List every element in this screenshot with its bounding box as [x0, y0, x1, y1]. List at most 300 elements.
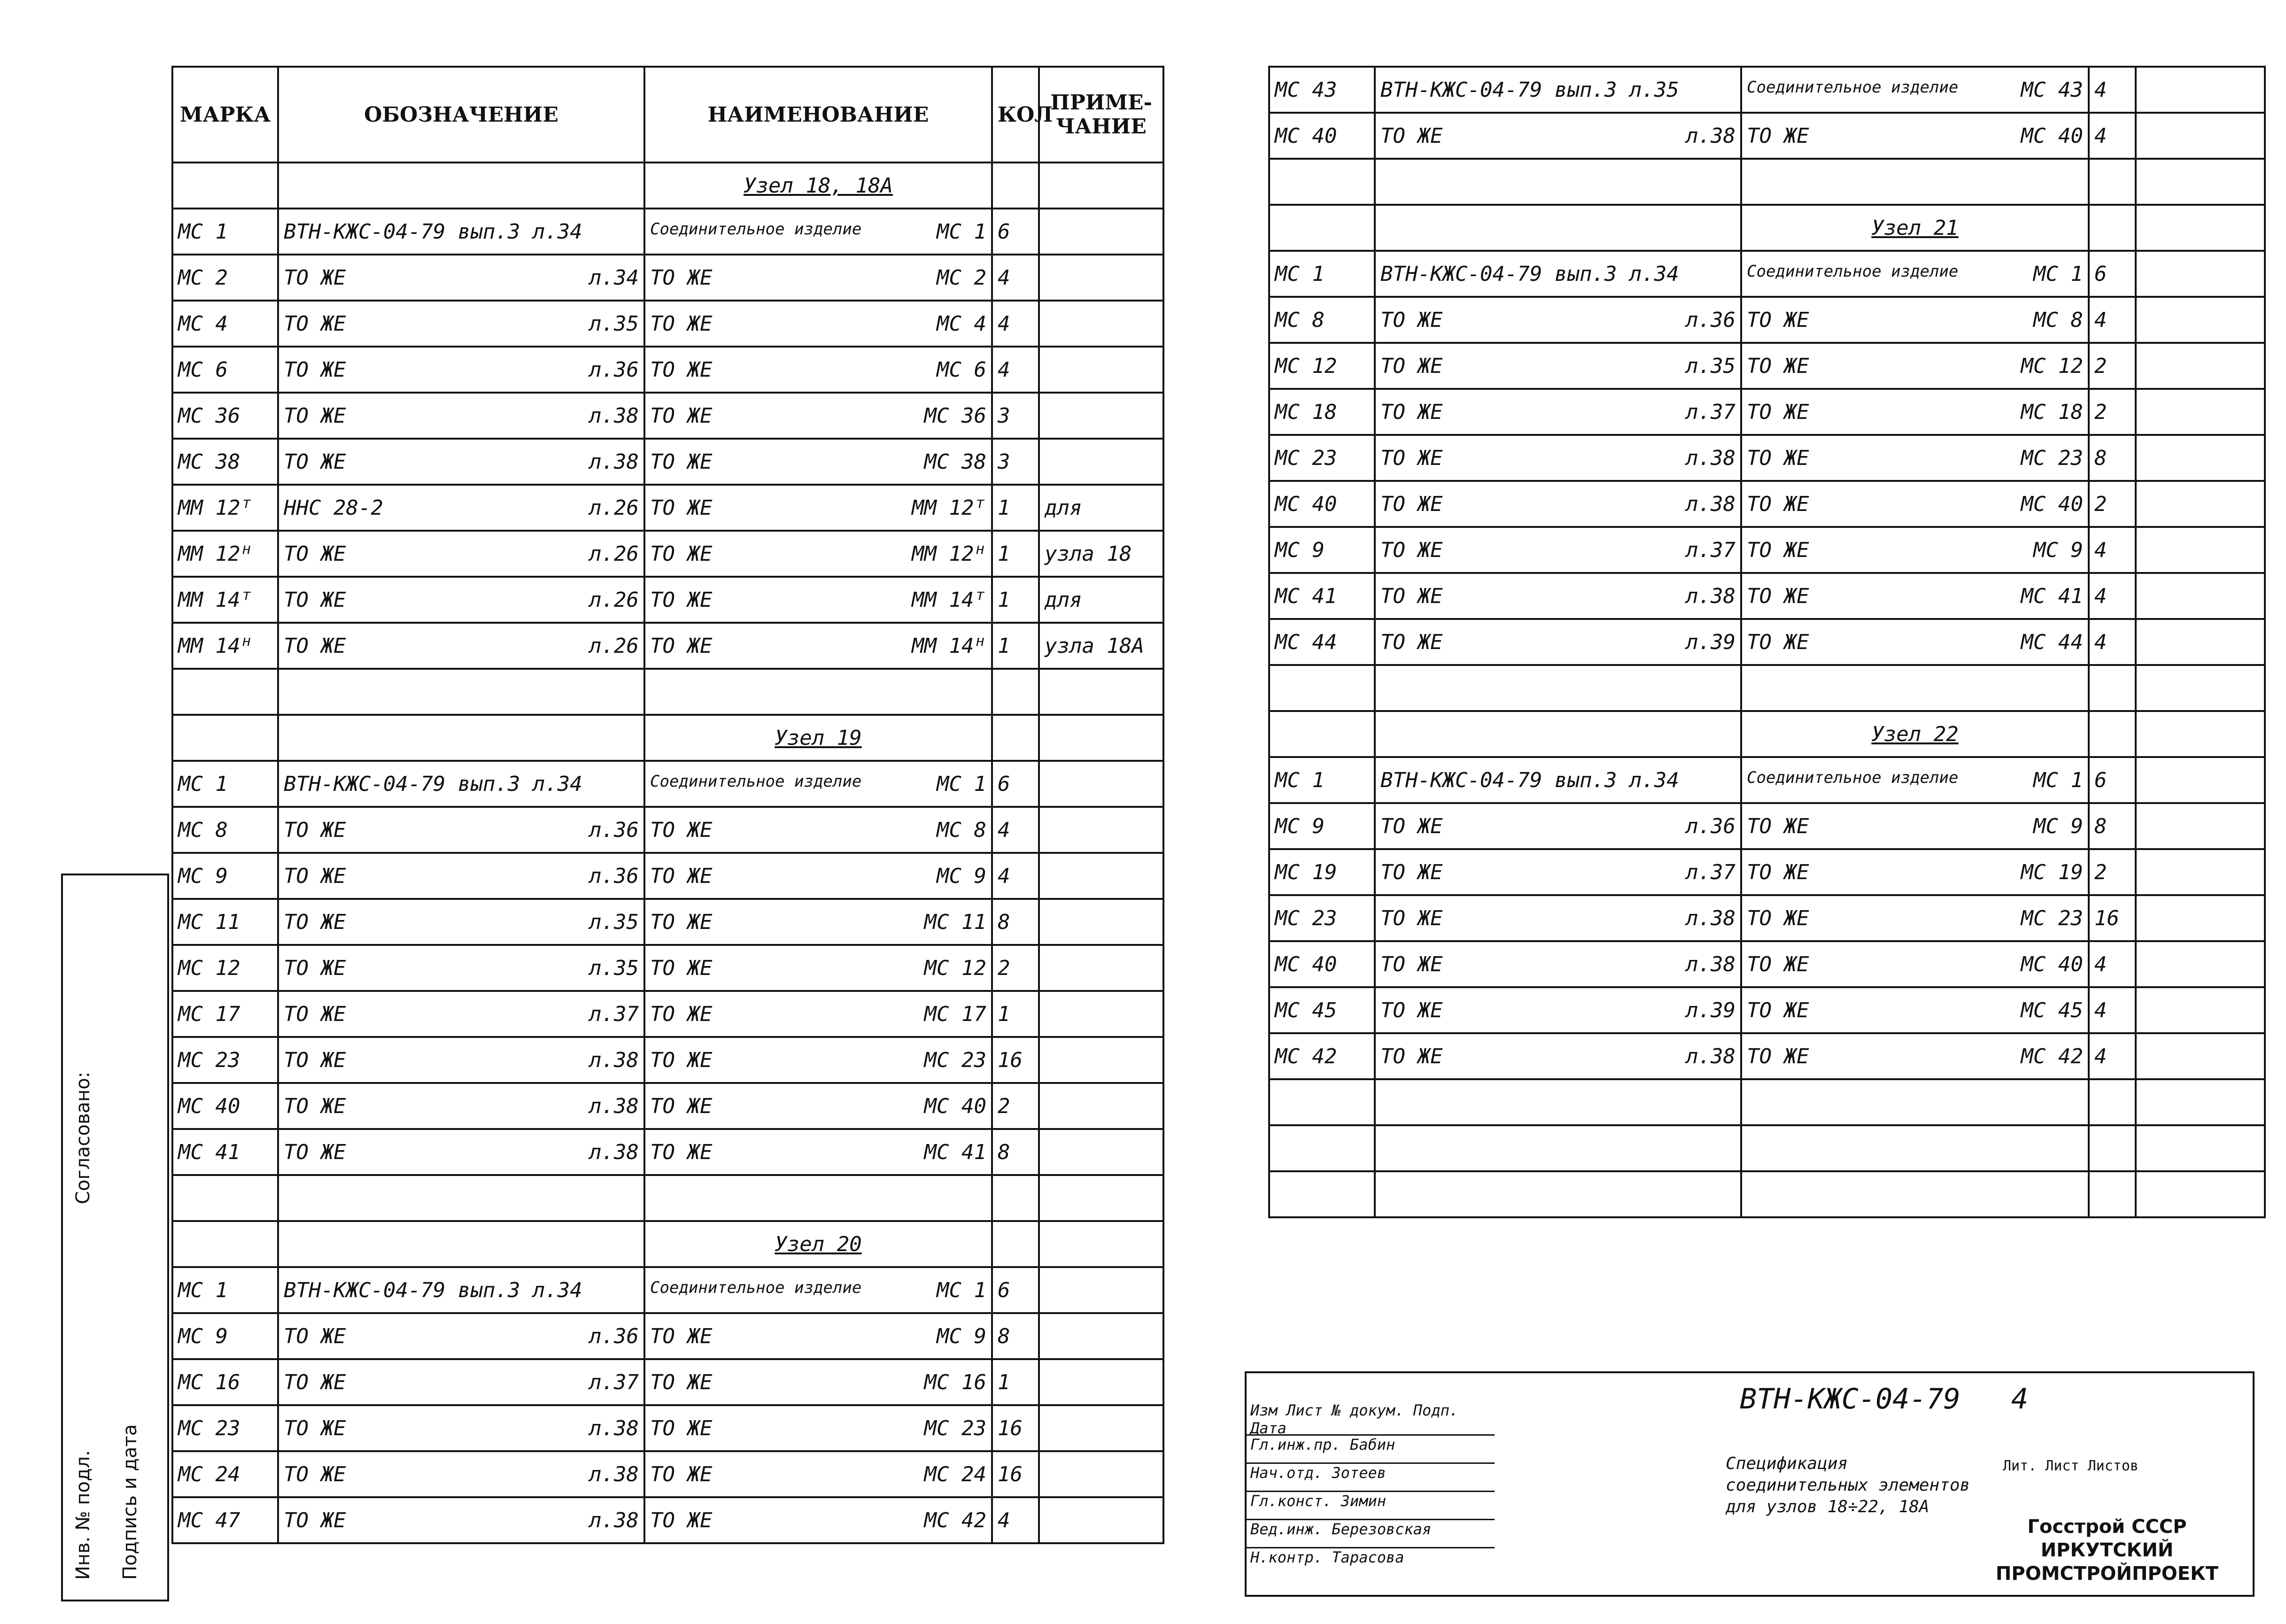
qty-cell: 4 [992, 255, 1039, 301]
designation-text: ННС 28-2 [284, 495, 383, 520]
designation-cell [278, 1313, 644, 1359]
node-label: Узел 21 [1741, 205, 2089, 251]
note-cell [1039, 1359, 1163, 1405]
note-cell [1039, 347, 1163, 393]
note-cell [1039, 807, 1163, 853]
name-mark: МС 23 [2021, 906, 2083, 930]
qty-cell: 6 [2089, 251, 2136, 297]
empty-cell [644, 1175, 992, 1221]
table-row [172, 807, 1163, 853]
note-cell [1039, 991, 1163, 1037]
col-mark: МАРКА [172, 67, 278, 162]
mark-cell: МС 11 [172, 899, 278, 945]
designation-cell [278, 1451, 644, 1497]
designation-text: ТО ЖЕ [1380, 400, 1443, 424]
name-mark: ММ 14ᴴ [912, 634, 986, 658]
name-cell [644, 1313, 992, 1359]
empty-cell [172, 1221, 278, 1267]
name-cell [644, 623, 992, 669]
name-mark: МС 2 [937, 265, 986, 290]
name-text: ТО ЖЕ [1747, 814, 1809, 838]
name-text: ТО ЖЕ [1747, 308, 1809, 332]
name-mark: ММ 12ᴴ [912, 541, 986, 566]
designation-cell [1375, 251, 1741, 297]
name-text: ТО ЖЕ [1747, 906, 1809, 930]
sheet-ref: л.36 [589, 818, 639, 842]
mark-cell: МС 23 [172, 1037, 278, 1083]
designation-text: ТО ЖЕ [284, 1416, 346, 1440]
empty-cell [1039, 669, 1163, 715]
approval-strip [61, 874, 169, 1601]
qty-cell: 6 [992, 209, 1039, 255]
table-row [172, 1313, 1163, 1359]
sheet-ref: л.36 [1686, 308, 1736, 332]
mark-cell: ММ 12ᵀ [172, 485, 278, 531]
mark-cell: МС 41 [1269, 573, 1375, 619]
note-cell [2136, 573, 2265, 619]
note-cell [1039, 393, 1163, 439]
name-cell [1741, 987, 2089, 1033]
empty-cell [992, 162, 1039, 209]
name-text: ТО ЖЕ [1747, 860, 1809, 884]
sheet-ref: л.37 [589, 1370, 639, 1394]
name-text: ТО ЖЕ [650, 1140, 713, 1164]
name-mark: МС 12 [2021, 354, 2083, 378]
mark-cell: МС 19 [1269, 849, 1375, 895]
name-text: ТО ЖЕ [650, 449, 713, 474]
empty-cell [1741, 1171, 2089, 1217]
table-row [1269, 757, 2265, 803]
designation-text: ВТН-КЖС-04-79 вып.3 л.34 [284, 772, 582, 796]
empty-cell [2089, 711, 2136, 757]
name-text: ТО ЖЕ [650, 1094, 713, 1118]
name-text: ТО ЖЕ [650, 311, 713, 336]
name-cell [1741, 619, 2089, 665]
note-cell [2136, 435, 2265, 481]
table-row [1269, 895, 2265, 941]
designation-text: ТО ЖЕ [284, 864, 346, 888]
empty-cell [2136, 1171, 2265, 1217]
name-text: ТО ЖЕ [650, 265, 713, 290]
designation-text: ТО ЖЕ [1380, 446, 1443, 470]
table-row [172, 1405, 1163, 1451]
name-cell [644, 301, 992, 347]
node-heading-row [1269, 205, 2265, 251]
name-mark: МС 42 [2021, 1044, 2083, 1068]
qty-cell: 4 [992, 301, 1039, 347]
designation-text: ТО ЖЕ [284, 403, 346, 428]
designation-cell [1375, 527, 1741, 573]
name-mark: МС 6 [937, 357, 986, 382]
note-cell [2136, 803, 2265, 849]
designation-cell [1375, 389, 1741, 435]
name-text: ТО ЖЕ [650, 956, 713, 980]
mark-cell: ММ 12ᴴ [172, 531, 278, 577]
empty-cell [992, 669, 1039, 715]
name-mark: МС 23 [924, 1048, 986, 1072]
designation-cell [278, 485, 644, 531]
mark-cell: МС 38 [172, 439, 278, 485]
table-row [1269, 849, 2265, 895]
name-text: ТО ЖЕ [1747, 584, 1809, 608]
designation-cell [278, 1405, 644, 1451]
right-spec-table [1268, 66, 2266, 1218]
mark-cell: МС 1 [172, 209, 278, 255]
qty-cell: 1 [992, 623, 1039, 669]
note-cell [2136, 481, 2265, 527]
col-qty: КОЛ [992, 67, 1039, 162]
name-mark: ММ 12ᵀ [912, 495, 986, 520]
name-text: ТО ЖЕ [650, 818, 713, 842]
designation-cell [1375, 803, 1741, 849]
name-cell [644, 347, 992, 393]
name-cell [644, 899, 992, 945]
note-cell [1039, 1267, 1163, 1313]
stamp-role-5: Н.контр. Тарасова [1247, 1547, 1495, 1566]
sheet-ref: л.26 [589, 588, 639, 612]
name-text: Соединительное изделие [650, 219, 862, 239]
mark-cell: МС 40 [1269, 481, 1375, 527]
name-mark: МС 43 [2021, 77, 2083, 102]
name-cell [1741, 1033, 2089, 1079]
table-row [172, 1037, 1163, 1083]
mark-cell: МС 47 [172, 1497, 278, 1543]
name-cell [644, 945, 992, 991]
empty-cell [2089, 1079, 2136, 1125]
empty-cell [278, 669, 644, 715]
document-code-text: ВТН-КЖС-04-79 [1740, 1383, 1961, 1415]
qty-cell: 4 [2089, 1033, 2136, 1079]
note-cell [1039, 1083, 1163, 1129]
designation-text: ТО ЖЕ [284, 1048, 346, 1072]
table-row [172, 899, 1163, 945]
empty-cell [992, 715, 1039, 761]
empty-cell [2136, 711, 2265, 757]
empty-cell [278, 162, 644, 209]
name-cell [644, 1037, 992, 1083]
qty-cell: 16 [992, 1451, 1039, 1497]
note-cell [2136, 527, 2265, 573]
designation-text: ТО ЖЕ [1380, 492, 1443, 516]
mark-cell: МС 4 [172, 301, 278, 347]
note-cell [1039, 945, 1163, 991]
mark-cell: МС 17 [172, 991, 278, 1037]
qty-cell: 4 [2089, 941, 2136, 987]
qty-cell: 8 [2089, 803, 2136, 849]
mark-cell: МС 43 [1269, 67, 1375, 113]
name-mark: МС 9 [2033, 538, 2083, 562]
note-cell [2136, 849, 2265, 895]
qty-cell: 1 [992, 531, 1039, 577]
name-mark: МС 9 [937, 1324, 986, 1348]
designation-text: ТО ЖЕ [1380, 860, 1443, 884]
name-cell [644, 1359, 992, 1405]
empty-cell [1375, 665, 1741, 711]
empty-cell [278, 1175, 644, 1221]
table-row [172, 945, 1163, 991]
name-cell [644, 531, 992, 577]
name-mark: МС 44 [2021, 630, 2083, 654]
designation-text: ТО ЖЕ [1380, 814, 1443, 838]
table-row [172, 761, 1163, 807]
designation-text: ТО ЖЕ [284, 634, 346, 658]
name-cell [644, 807, 992, 853]
sheet-ref: л.38 [589, 1048, 639, 1072]
qty-cell: 4 [992, 853, 1039, 899]
qty-cell: 4 [2089, 297, 2136, 343]
empty-cell [2136, 205, 2265, 251]
empty-cell [1269, 159, 1375, 205]
empty-cell [2089, 1171, 2136, 1217]
table-header-row [172, 67, 1163, 162]
name-text: ТО ЖЕ [650, 541, 713, 566]
name-text: ТО ЖЕ [1747, 630, 1809, 654]
name-mark: МС 40 [2021, 492, 2083, 516]
note-cell [2136, 895, 2265, 941]
sheet-ref: л.38 [589, 1094, 639, 1118]
name-mark: МС 40 [924, 1094, 986, 1118]
name-cell [1741, 941, 2089, 987]
empty-cell [2089, 1125, 2136, 1171]
qty-cell: 1 [992, 577, 1039, 623]
table-row [172, 1359, 1163, 1405]
name-cell [1741, 849, 2089, 895]
name-text: ТО ЖЕ [650, 1048, 713, 1072]
qty-cell: 3 [992, 393, 1039, 439]
mark-cell: МС 1 [172, 1267, 278, 1313]
left-spec-body [172, 162, 1163, 1543]
name-text: ТО ЖЕ [650, 864, 713, 888]
designation-cell [278, 255, 644, 301]
designation-text: ТО ЖЕ [1380, 1044, 1443, 1068]
empty-cell [1375, 159, 1741, 205]
table-row [1269, 573, 2265, 619]
empty-cell [1375, 1125, 1741, 1171]
name-mark: МС 23 [924, 1416, 986, 1440]
empty-cell [1375, 1079, 1741, 1125]
name-mark: МС 41 [924, 1140, 986, 1164]
designation-cell [278, 209, 644, 255]
name-text: ТО ЖЕ [1747, 998, 1809, 1022]
empty-cell [2089, 159, 2136, 205]
name-cell [644, 1451, 992, 1497]
designation-cell [278, 1129, 644, 1175]
designation-cell [1375, 67, 1741, 113]
empty-cell [992, 1175, 1039, 1221]
mark-cell: МС 16 [172, 1359, 278, 1405]
document-code [1740, 1383, 2028, 1415]
mark-cell: МС 6 [172, 347, 278, 393]
empty-cell [1741, 1125, 2089, 1171]
agreed-label: Согласовано: [72, 1071, 94, 1204]
name-cell [644, 1129, 992, 1175]
empty-cell [278, 1221, 644, 1267]
name-cell [644, 255, 992, 301]
qty-cell: 2 [2089, 343, 2136, 389]
table-row [1269, 941, 2265, 987]
name-mark: МС 19 [2021, 860, 2083, 884]
designation-cell [278, 439, 644, 485]
designation-cell [278, 623, 644, 669]
designation-text: ТО ЖЕ [284, 588, 346, 612]
name-cell [1741, 803, 2089, 849]
mark-cell: МС 1 [1269, 251, 1375, 297]
qty-cell: 4 [2089, 67, 2136, 113]
note-cell [2136, 389, 2265, 435]
name-mark: МС 36 [924, 403, 986, 428]
empty-cell [1375, 205, 1741, 251]
node-heading-row [172, 1221, 1163, 1267]
sheet-ref: л.37 [1686, 860, 1736, 884]
name-text: Соединительное изделие [650, 772, 862, 791]
table-row [1269, 527, 2265, 573]
sheet-ref: л.38 [1686, 1044, 1736, 1068]
sheet-ref: л.38 [1686, 584, 1736, 608]
note-cell [1039, 1313, 1163, 1359]
designation-cell [1375, 987, 1741, 1033]
designation-text: ТО ЖЕ [1380, 354, 1443, 378]
empty-cell [1039, 1175, 1163, 1221]
mark-cell: МС 40 [1269, 113, 1375, 159]
node-heading-row [172, 162, 1163, 209]
name-text: Соединительное изделие [1747, 262, 1959, 281]
mark-cell: МС 18 [1269, 389, 1375, 435]
left-spec-panel [171, 66, 1162, 1544]
table-row [172, 1497, 1163, 1543]
mark-cell: МС 40 [172, 1083, 278, 1129]
designation-text: ТО ЖЕ [284, 910, 346, 934]
name-mark: МС 23 [2021, 446, 2083, 470]
stage-labels: Лит. Лист Листов [2003, 1458, 2139, 1474]
name-cell [644, 393, 992, 439]
sheet-ref: л.37 [1686, 400, 1736, 424]
empty-cell [172, 162, 278, 209]
qty-cell: 6 [2089, 757, 2136, 803]
qty-cell: 2 [2089, 849, 2136, 895]
mark-cell: МС 44 [1269, 619, 1375, 665]
table-row [172, 301, 1163, 347]
qty-cell: 2 [2089, 389, 2136, 435]
note-cell [2136, 297, 2265, 343]
name-cell [644, 1405, 992, 1451]
name-cell [1741, 251, 2089, 297]
empty-cell [992, 1221, 1039, 1267]
name-cell [1741, 527, 2089, 573]
designation-cell [278, 1497, 644, 1543]
empty-cell [2089, 665, 2136, 711]
mark-cell: МС 41 [172, 1129, 278, 1175]
designation-text: ВТН-КЖС-04-79 вып.3 л.35 [1380, 77, 1679, 102]
mark-cell: МС 23 [1269, 895, 1375, 941]
qty-cell: 1 [992, 991, 1039, 1037]
designation-cell [278, 807, 644, 853]
sheet-ref: л.35 [589, 311, 639, 336]
empty-cell [2089, 205, 2136, 251]
mark-cell: МС 12 [172, 945, 278, 991]
empty-cell [1741, 159, 2089, 205]
name-cell [1741, 67, 2089, 113]
name-mark: МС 41 [2021, 584, 2083, 608]
designation-text: ТО ЖЕ [284, 357, 346, 382]
stamp-column-headers: Изм Лист № докум. Подп. Дата [1250, 1401, 1459, 1437]
note-cell [2136, 987, 2265, 1033]
name-cell [1741, 757, 2089, 803]
name-cell [644, 853, 992, 899]
name-cell [1741, 895, 2089, 941]
designation-text: ВТН-КЖС-04-79 вып.3 л.34 [284, 1278, 582, 1302]
table-row [172, 209, 1163, 255]
empty-cell [1269, 711, 1375, 757]
empty-cell [1269, 1079, 1375, 1125]
name-mark: МС 1 [937, 772, 986, 796]
empty-cell [1269, 1171, 1375, 1217]
right-spec-body [1269, 67, 2265, 1217]
note-cell [1039, 853, 1163, 899]
name-text: ТО ЖЕ [1747, 492, 1809, 516]
note-cell [1039, 899, 1163, 945]
name-text: ТО ЖЕ [650, 1508, 713, 1532]
sheet-ref: л.38 [589, 1140, 639, 1164]
qty-cell: 16 [992, 1405, 1039, 1451]
qty-cell: 4 [2089, 573, 2136, 619]
table-row [172, 1451, 1163, 1497]
blank-row [1269, 1171, 2265, 1217]
mark-cell: МС 9 [1269, 527, 1375, 573]
name-mark: МС 18 [2021, 400, 2083, 424]
sheet-ref: л.34 [589, 265, 639, 290]
note-cell: узла 18А [1039, 623, 1163, 669]
qty-cell: 4 [2089, 527, 2136, 573]
table-row [1269, 803, 2265, 849]
sheet-ref: л.38 [1686, 906, 1736, 930]
mark-cell: МС 1 [1269, 757, 1375, 803]
node-label: Узел 22 [1741, 711, 2089, 757]
note-cell [1039, 255, 1163, 301]
sheet-ref: л.26 [589, 634, 639, 658]
designation-cell [278, 1037, 644, 1083]
name-cell [644, 1083, 992, 1129]
designation-cell [278, 899, 644, 945]
col-note: ПРИМЕ-ЧАНИЕ [1039, 67, 1163, 162]
name-text: ТО ЖЕ [650, 1370, 713, 1394]
designation-text: ВТН-КЖС-04-79 вып.3 л.34 [1380, 768, 1679, 792]
qty-cell: 4 [2089, 113, 2136, 159]
sheet-ref: л.35 [1686, 354, 1736, 378]
note-cell [2136, 67, 2265, 113]
designation-text: ТО ЖЕ [284, 265, 346, 290]
name-mark: МС 1 [2033, 262, 2083, 286]
sheet-ref: л.37 [1686, 538, 1736, 562]
designation-text: ТО ЖЕ [284, 1140, 346, 1164]
note-cell: для [1039, 577, 1163, 623]
empty-cell [1269, 1125, 1375, 1171]
table-row [172, 853, 1163, 899]
designation-cell [278, 853, 644, 899]
qty-cell: 4 [2089, 987, 2136, 1033]
sheet-ref: л.38 [1686, 492, 1736, 516]
sheet-ref: л.35 [589, 956, 639, 980]
qty-cell: 6 [992, 1267, 1039, 1313]
designation-text: ТО ЖЕ [284, 1462, 346, 1486]
name-mark: МС 40 [2021, 124, 2083, 148]
name-text: ТО ЖЕ [1747, 538, 1809, 562]
sheet-ref: л.36 [589, 864, 639, 888]
name-text: ТО ЖЕ [1747, 400, 1809, 424]
table-row [172, 439, 1163, 485]
designation-text: ТО ЖЕ [284, 1370, 346, 1394]
designation-cell [278, 761, 644, 807]
sheet-ref: л.37 [589, 1002, 639, 1026]
